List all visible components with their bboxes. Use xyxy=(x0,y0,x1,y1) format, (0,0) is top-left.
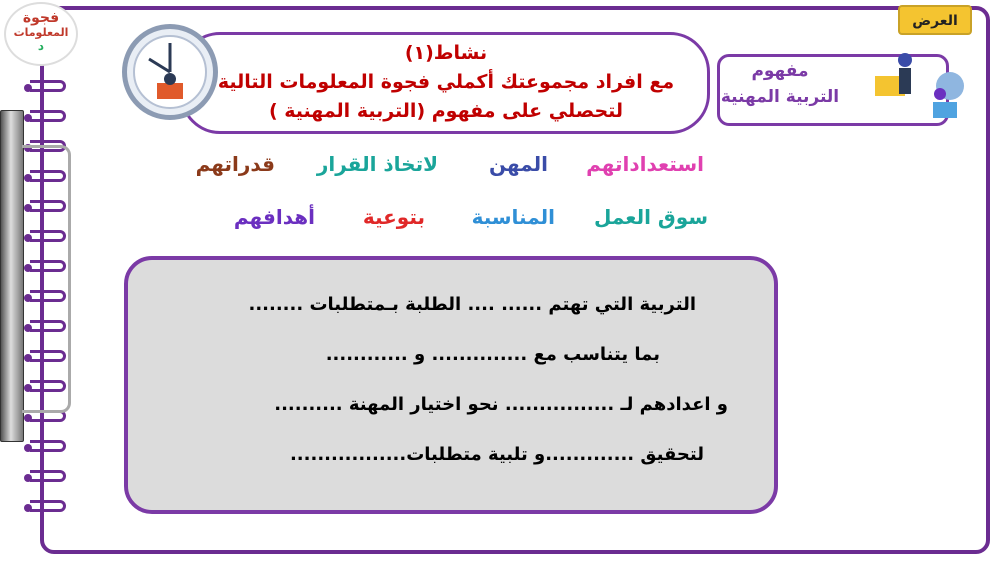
word-bank-item: استعداداتهم xyxy=(586,152,704,176)
concept-text xyxy=(720,58,840,110)
clock-illustration xyxy=(122,24,218,120)
fill-line: بما يتناسب مع .............. و ............ xyxy=(325,344,660,365)
word-bank-item: سوق العمل xyxy=(594,205,708,229)
fill-line: لتحقيق .............و تلبية متطلبات................. xyxy=(289,444,704,465)
concept-line1: مفهوم xyxy=(751,61,809,81)
activity-title: نشاط(١) xyxy=(404,42,488,64)
word-bank-item: لاتخاذ القرار xyxy=(316,152,438,176)
clock-face-icon xyxy=(127,29,213,115)
fill-line: التربية التي تهتم ...... .... الطلبة بـمتطلبات ........ xyxy=(248,294,696,315)
word-bank-item: أهدافهم xyxy=(233,205,315,229)
spiral-ring xyxy=(30,500,66,512)
clipboard-clip xyxy=(0,110,24,442)
activity-instruction-2: لتحصلي على مفهوم (التربية المهنية ) xyxy=(268,100,624,122)
spiral-ring xyxy=(30,110,66,122)
activity-text xyxy=(211,39,681,126)
fill-line: و اعدادهم لـ ................ نحو اختيار المهنة .......... xyxy=(274,394,728,415)
display-tag: العرض xyxy=(898,5,972,35)
logo-line1: فجوة xyxy=(22,10,60,26)
word-bank-item: المهن xyxy=(489,152,548,176)
word-bank-item: بتوعية xyxy=(362,205,425,229)
logo xyxy=(4,2,78,66)
clipboard-clip-wire xyxy=(22,145,71,413)
spiral-ring xyxy=(30,80,66,92)
spiral-ring xyxy=(30,470,66,482)
business-people-icon xyxy=(865,46,975,126)
logo-line3: د xyxy=(37,39,45,53)
word-bank-item: قدراتهم xyxy=(195,152,275,176)
logo-line2: المعلومات xyxy=(13,26,69,39)
people-illustration xyxy=(865,46,975,126)
concept-line2: التربية المهنية xyxy=(720,87,840,107)
word-bank-item: المناسبة xyxy=(471,205,555,229)
activity-box xyxy=(180,32,710,134)
activity-instruction-1: مع افراد مجموعتك أكملي فجوة المعلومات التالية xyxy=(217,71,675,93)
spiral-ring xyxy=(30,440,66,452)
